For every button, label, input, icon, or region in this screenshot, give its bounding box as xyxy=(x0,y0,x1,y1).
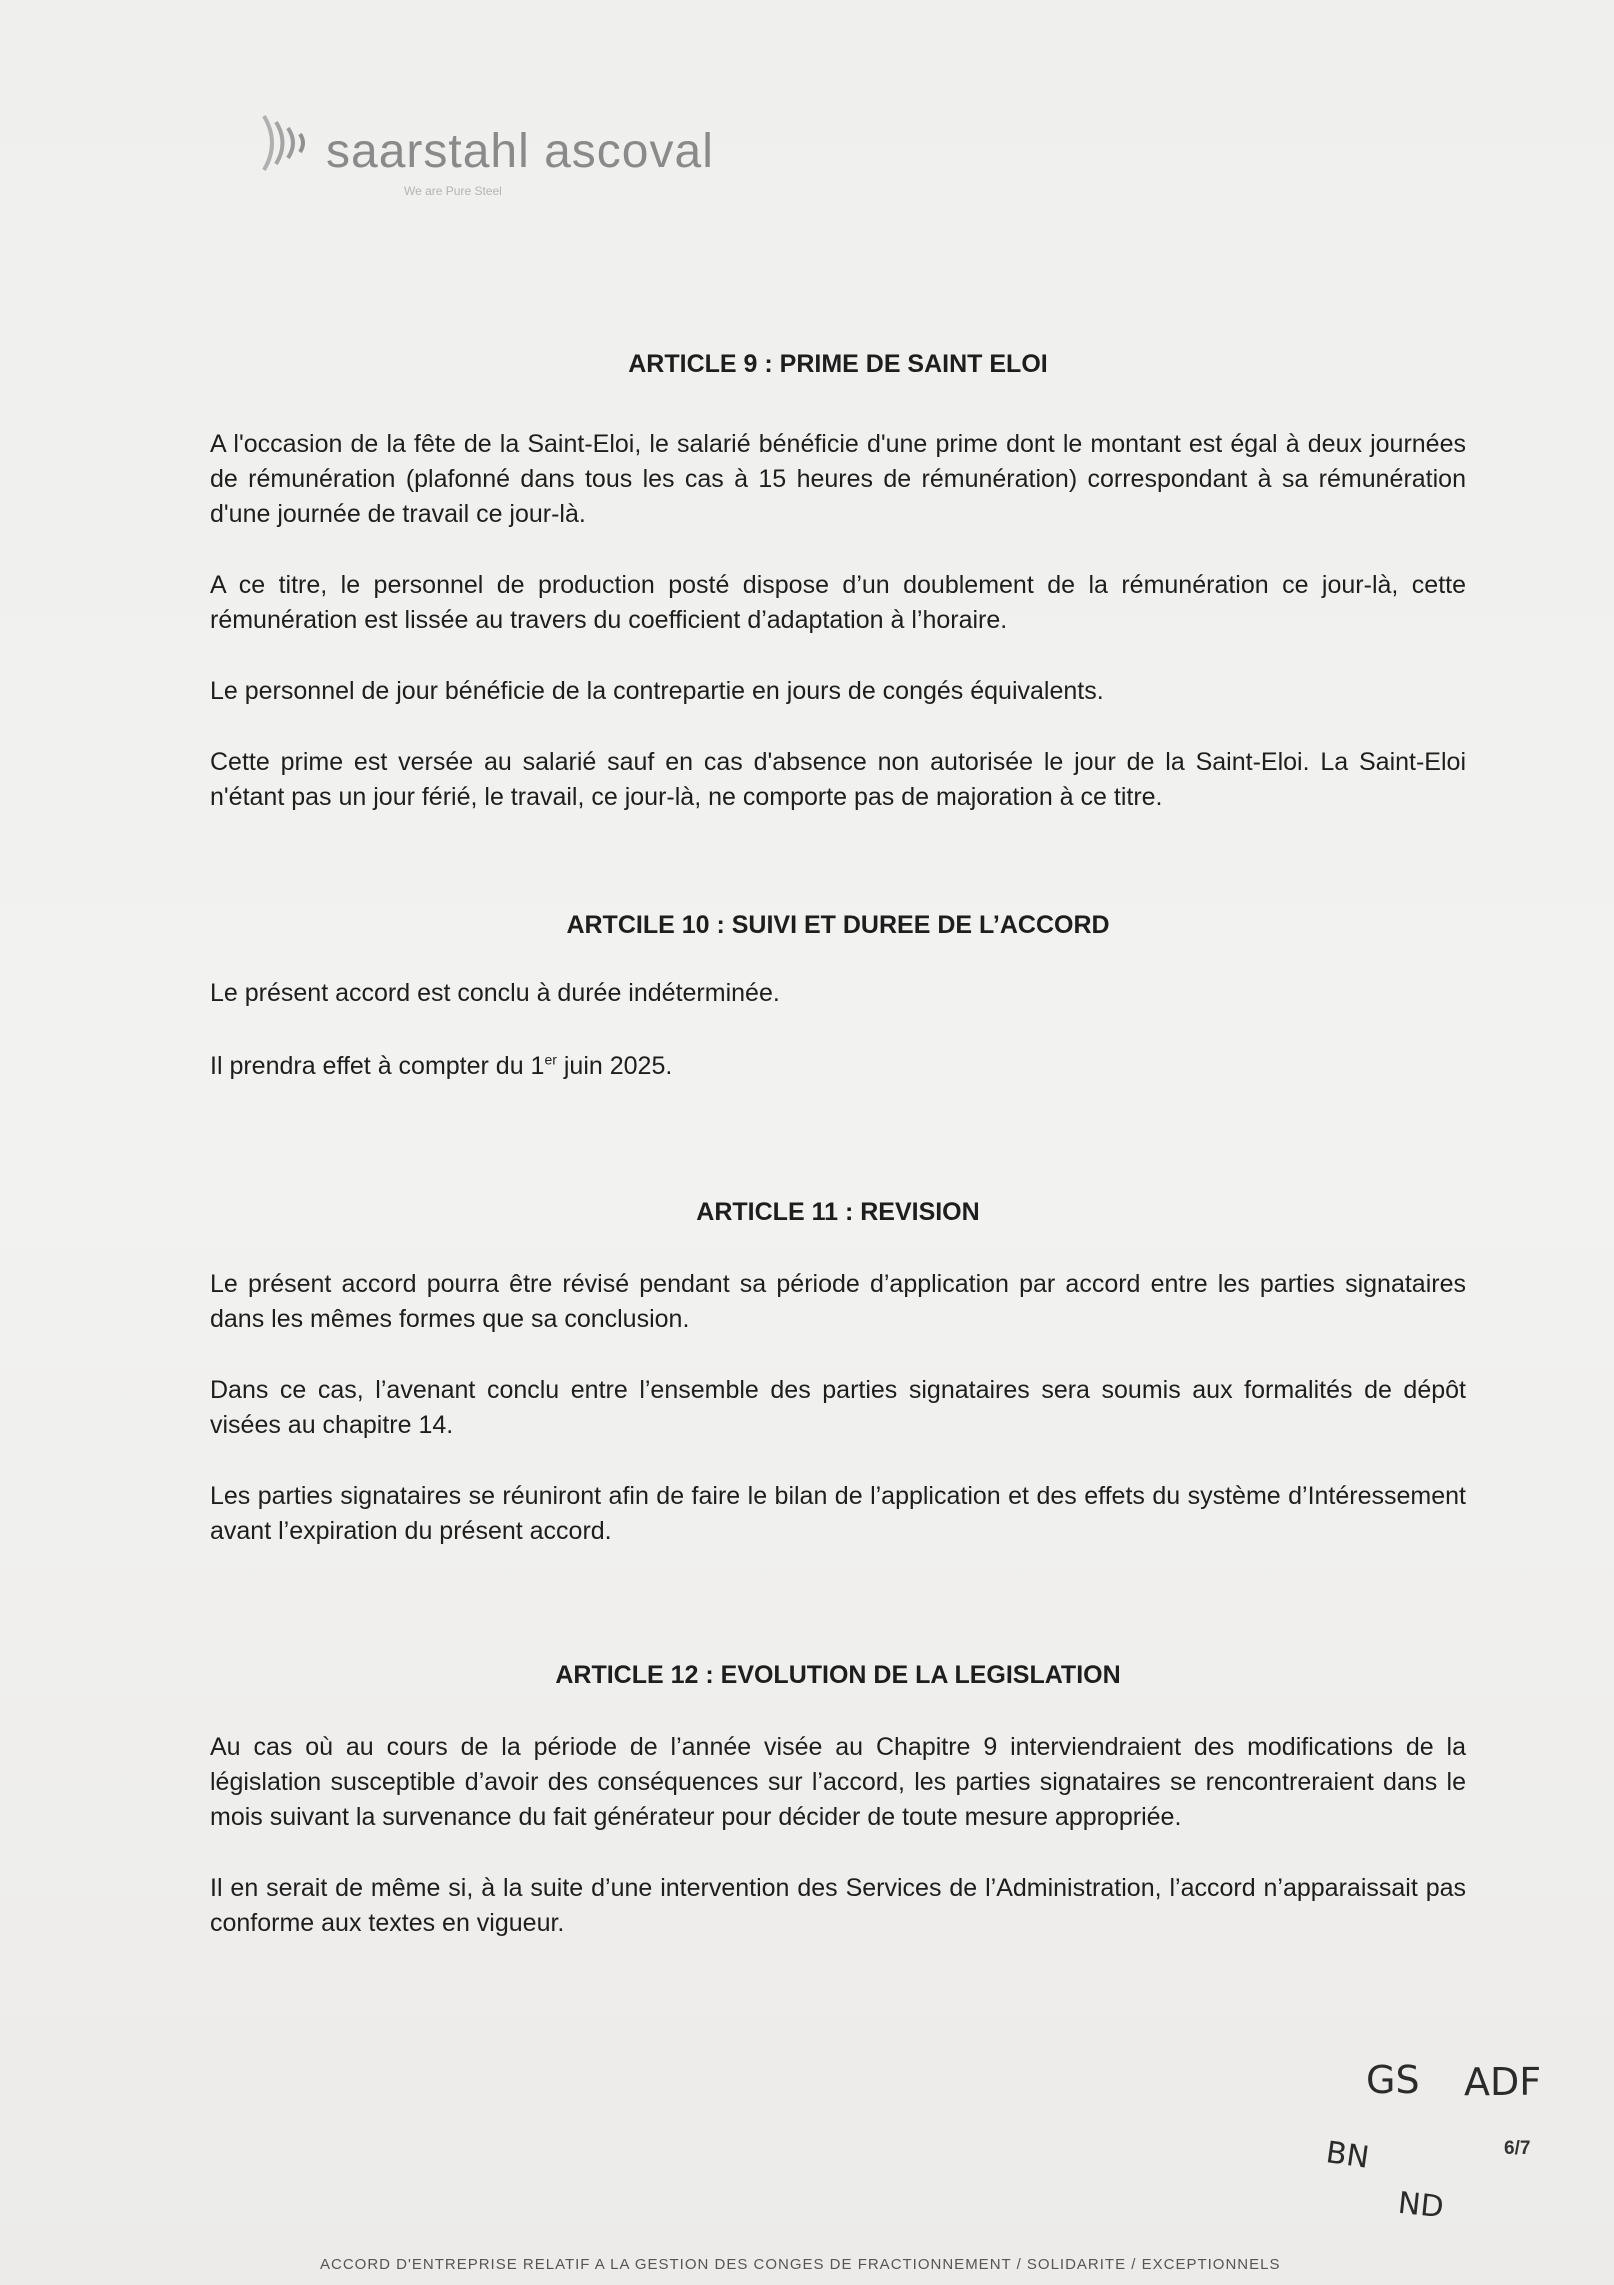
handwritten-initials: ND xyxy=(1396,2185,1446,2226)
effect-date-text: Il prendra effet à compter du 1 xyxy=(210,1052,545,1080)
article-title: ARTCILE 10 : SUIVI ET DUREE DE L’ACCORD xyxy=(566,911,1110,939)
paragraph: A ce titre, le personnel de production posté dispose d’un doublement de la rémunération ce jour-là, cette rémunération est lissée au travers du coefficient d’adaptation à l’horaire. xyxy=(210,571,1466,634)
article-title: ARTICLE 11 : REVISION xyxy=(696,1198,980,1226)
effect-date-paragraph xyxy=(210,1049,1466,1084)
article-9 xyxy=(210,350,1466,815)
article-title: ARTICLE 12 : EVOLUTION DE LA LEGISLATION xyxy=(555,1661,1121,1689)
effect-date-superscript: er xyxy=(544,1051,557,1068)
paragraph: Le personnel de jour bénéficie de la contrepartie en jours de congés équivalents. xyxy=(210,677,1104,705)
article-11 xyxy=(210,1198,1466,1549)
paragraph: Le présent accord est conclu à durée indéterminée. xyxy=(210,979,780,1007)
logo-waves-icon xyxy=(258,108,320,178)
page-footer: ACCORD D'ENTREPRISE RELATIF A LA GESTION DES CONGES DE FRACTIONNEMENT / SOLIDARITE / EXCEPTIONNELS xyxy=(320,2256,1281,2273)
paragraph: Il en serait de même si, à la suite d’une intervention des Services de l’Administration, l’accord n’apparaissait pas conforme aux textes en vigueur. xyxy=(210,1874,1466,1937)
paragraph: A l'occasion de la fête de la Saint-Eloi, le salarié bénéficie d'une prime dont le montant est égal à deux journées de rémunération (plafonné dans tous les cas à 15 heures de rémunération) correspondant à sa rémunération d'une journée de travail ce jour-là. xyxy=(210,430,1466,528)
effect-date-text-end: juin 2025. xyxy=(556,1052,673,1080)
article-title: ARTICLE 9 : PRIME DE SAINT ELOI xyxy=(628,350,1048,378)
paragraph: Le présent accord pourra être révisé pendant sa période d’application par accord entre les parties signataires dans les mêmes formes que sa conclusion. xyxy=(210,1270,1466,1333)
document-body xyxy=(210,350,1466,1941)
handwritten-initials: GS xyxy=(1366,2058,1420,2102)
article-12 xyxy=(210,1661,1466,1941)
logo-name: saarstahl ascoval xyxy=(326,125,714,178)
paragraph: Les parties signataires se réuniront afin de faire le bilan de l’application et des effets du système d’Intéressement avant l’expiration du présent accord. xyxy=(210,1482,1466,1545)
paragraph: Au cas où au cours de la période de l’année visée au Chapitre 9 interviendraient des modifications de la législation susceptible d’avoir des conséquences sur l’accord, les parties signataires se rencontreraient dans le mois suivant la survenance du fait générateur pour décider de toute mesure appropriée. xyxy=(210,1733,1466,1831)
paragraph: Dans ce cas, l’avenant conclu entre l’ensemble des parties signataires sera soumis aux formalités de dépôt visées au chapitre 14. xyxy=(210,1376,1466,1439)
handwritten-initials: ADF xyxy=(1464,2060,1542,2104)
page-number: 6/7 xyxy=(1504,2138,1531,2159)
handwritten-initials: BN xyxy=(1323,2135,1372,2176)
logo-tagline: We are Pure Steel xyxy=(404,184,502,198)
article-10 xyxy=(210,911,1466,1084)
paragraph: Cette prime est versée au salarié sauf en cas d'absence non autorisée le jour de la Saint-Eloi. La Saint-Eloi n'étant pas un jour férié, le travail, ce jour-là, ne comporte pas de majoration à ce titre. xyxy=(210,748,1466,811)
company-logo xyxy=(258,108,714,198)
